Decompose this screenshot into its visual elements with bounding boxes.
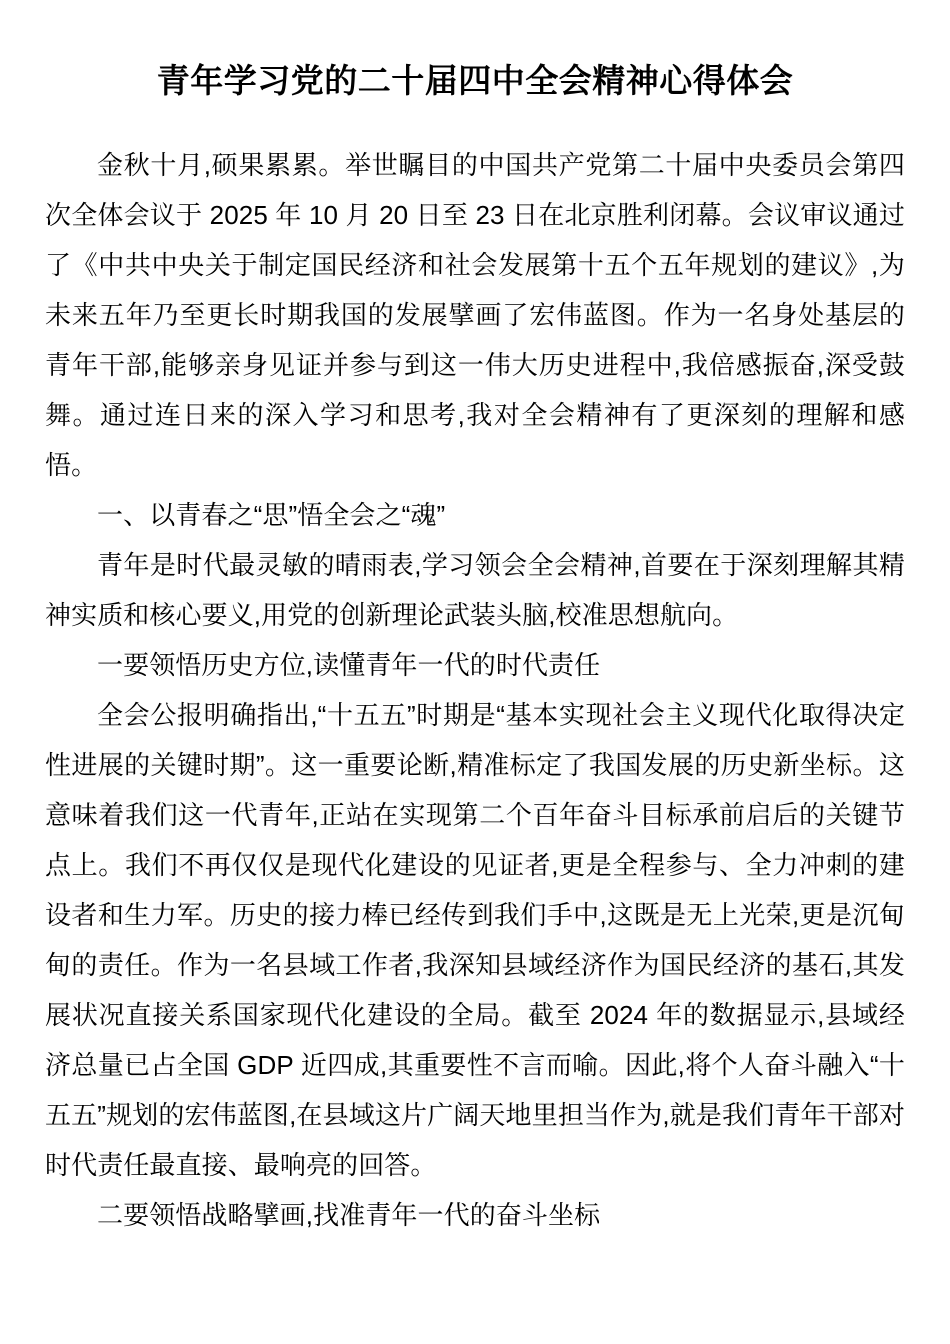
body-paragraph: 全会公报明确指出,“十五五”时期是“基本实现社会主义现代化取得决定性进展的关键时期”。这一重要论断,精准标定了我国发展的历史新坐标。这意味着我们这一代青年,正站在实现第二个百年奋斗目标承前启后的关键节点上。我们不再仅仅是现代化建设的见证者,更是全程参与、全力冲刺的建设者和生力军。历史的接力棒已经传到我们手中,这既是无上光荣,更是沉甸甸的责任。作为一名县域工作者,我深知县域经济作为国民经济的基石,其发展状况直接关系国家现代化建设的全局。截至 2024 年的数据显示,县域经济总量已占全国 GDP 近四成,其重要性不言而喻。因此,将个人奋斗融入“十五五”规划的宏伟蓝图,在县域这片广阔天地里担当作为,就是我们青年干部对时代责任最直接、最响亮的回答。 (45, 700, 905, 1180)
section-heading-level-2: 一要领悟历史方位,读懂青年一代的时代责任 (97, 650, 601, 680)
body-paragraph: 青年是时代最灵敏的晴雨表,学习领会全会精神,首要在于深刻理解其精神实质和核心要义,用党的创新理论武装头脑,校准思想航向。 (45, 550, 905, 630)
body-paragraph: 金秋十月,硕果累累。举世瞩目的中国共产党第二十届中央委员会第四次全体会议于 2025 年 10 月 20 日至 23 日在北京胜利闭幕。会议审议通过了《中共中央关于制定国民经济和社会发展第十五个五年规划的建议》,为未来五年乃至更长时期我国的发展擘画了宏伟蓝图。作为一名身处基层的青年干部,能够亲身见证并参与到这一伟大历史进程中,我倍感振奋,深受鼓舞。通过连日来的深入学习和思考,我对全会精神有了更深刻的理解和感悟。 (45, 150, 905, 480)
page-title: 青年学习党的二十届四中全会精神心得体会 (156, 62, 794, 99)
section-heading-level-2: 二要领悟战略擘画,找准青年一代的奋斗坐标 (97, 1200, 601, 1230)
document-body (45, 140, 905, 1240)
section-heading-level-1: 一、以青春之“思”悟全会之“魂” (97, 500, 446, 530)
